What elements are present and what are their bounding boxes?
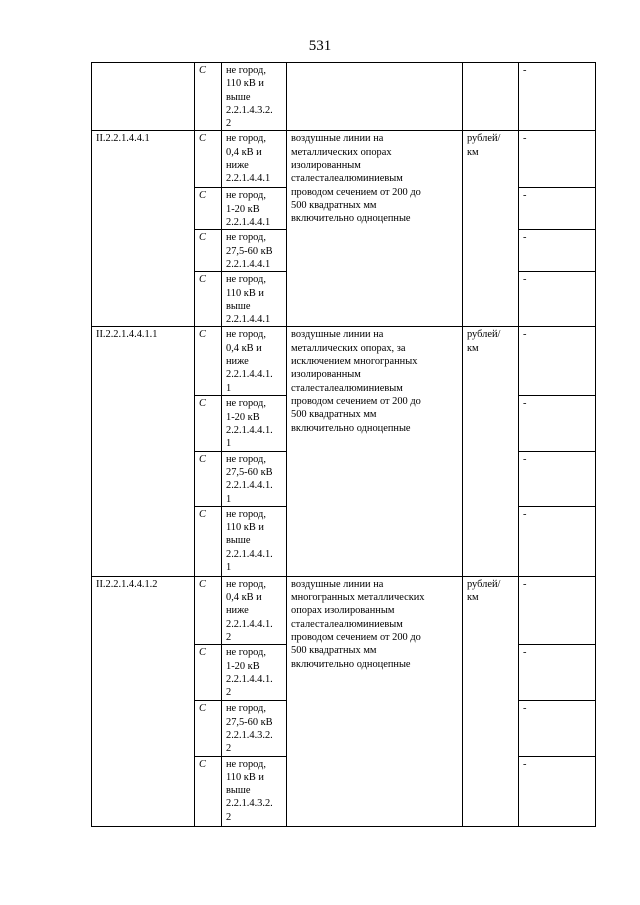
category-cell-line: 27,5-60 кВ: [226, 466, 273, 478]
type-cell: C: [195, 451, 222, 506]
value-cell: -: [519, 63, 596, 131]
category-cell: [222, 701, 287, 756]
description-cell-line: изолированным: [291, 369, 361, 381]
type-cell: C: [195, 396, 222, 451]
table-row: [92, 63, 596, 131]
category-cell-line: не город,: [226, 329, 266, 341]
value-cell: -: [519, 645, 596, 701]
type-cell: C: [195, 188, 222, 230]
description-cell-line: включительно одноцепные: [291, 422, 411, 434]
unit-cell-line: км: [467, 342, 479, 354]
description-cell-line: сталесталеалюминиевым: [291, 382, 403, 394]
description-cell-line: воздушные линии на: [291, 578, 384, 590]
category-cell-line: ниже: [226, 160, 249, 172]
category-cell: [222, 188, 287, 230]
value-cell: -: [519, 272, 596, 327]
type-cell: C: [195, 756, 222, 826]
tariff-table: [91, 62, 596, 827]
category-cell-line: 110 кВ и: [226, 771, 264, 783]
value-cell: -: [519, 506, 596, 576]
table-row: [92, 327, 596, 396]
category-cell-line: 27,5-60 кВ: [226, 716, 273, 728]
description-cell-line: металлических опорах, за: [291, 342, 406, 354]
description-cell-line: 500 квадратных мм: [291, 409, 377, 421]
value-cell: -: [519, 396, 596, 451]
description-cell-line: металлических опорах: [291, 146, 392, 158]
description-cell-line: проводом сечением от 200 до: [291, 395, 421, 407]
category-cell-line: 2.2.1.4.4.1.: [226, 548, 273, 560]
category-cell-line: 110 кВ и: [226, 78, 264, 90]
description-cell-line: воздушные линии на: [291, 133, 384, 145]
code-cell: II.2.2.1.4.4.1.1: [92, 327, 195, 576]
unit-cell-line: рублей/: [467, 133, 501, 145]
category-cell-line: не город,: [226, 647, 266, 659]
category-cell: [222, 756, 287, 826]
category-cell-line: не город,: [226, 133, 266, 145]
unit-cell: [463, 327, 519, 576]
category-cell-line: 0,4 кВ и: [226, 592, 262, 604]
value-cell: -: [519, 576, 596, 644]
unit-cell-line: рублей/: [467, 329, 501, 341]
category-cell-line: 1-20 кВ: [226, 660, 260, 672]
value-cell: -: [519, 756, 596, 826]
category-cell: [222, 506, 287, 576]
value-cell: -: [519, 230, 596, 272]
table-body: [92, 63, 596, 827]
description-cell-line: исключением многогранных: [291, 356, 418, 368]
category-cell-line: 27,5-60 кВ: [226, 245, 273, 257]
description-cell-line: включительно одноцепные: [291, 658, 411, 670]
category-cell-line: 2.2.1.4.4.1.: [226, 369, 273, 381]
category-cell-line: 1: [226, 493, 232, 505]
category-cell-line: выше: [226, 91, 251, 103]
category-cell-line: 2: [226, 687, 232, 699]
value-cell: -: [519, 131, 596, 188]
category-cell: [222, 576, 287, 644]
type-cell: C: [195, 131, 222, 188]
category-cell-line: ниже: [226, 356, 249, 368]
category-cell-line: 110 кВ и: [226, 287, 264, 299]
description-cell-line: опорах изолированным: [291, 605, 395, 617]
category-cell-line: выше: [226, 785, 251, 797]
category-cell-line: 2.2.1.4.3.2.: [226, 104, 273, 116]
category-cell-line: 2.2.1.4.4.1: [226, 173, 271, 185]
type-cell: C: [195, 327, 222, 396]
category-cell-line: 1-20 кВ: [226, 203, 260, 215]
category-cell-line: 2.2.1.4.4.1.: [226, 618, 273, 630]
type-cell: C: [195, 506, 222, 576]
category-cell: [222, 451, 287, 506]
category-cell: [222, 645, 287, 701]
category-cell: [222, 63, 287, 131]
category-cell-line: 0,4 кВ и: [226, 146, 262, 158]
table-row: [92, 131, 596, 188]
type-cell: C: [195, 272, 222, 327]
category-cell-line: 1-20 кВ: [226, 411, 260, 423]
category-cell-line: 1: [226, 562, 232, 574]
type-cell: C: [195, 230, 222, 272]
unit-cell: [463, 576, 519, 826]
category-cell-line: 2.2.1.4.4.1.: [226, 425, 273, 437]
code-cell: II.2.2.1.4.4.1.2: [92, 576, 195, 826]
category-cell: [222, 230, 287, 272]
category-cell-line: 2.2.1.4.4.1: [226, 314, 271, 326]
value-cell: -: [519, 188, 596, 230]
category-cell: [222, 396, 287, 451]
category-cell-line: не город,: [226, 703, 266, 715]
category-cell-line: 2.2.1.4.3.2.: [226, 798, 273, 810]
category-cell: [222, 272, 287, 327]
category-cell-line: не город,: [226, 274, 266, 286]
category-cell-line: не город,: [226, 758, 266, 770]
category-cell-line: не город,: [226, 398, 266, 410]
category-cell-line: 2: [226, 632, 232, 644]
value-cell: -: [519, 451, 596, 506]
description-cell-line: сталесталеалюминиевым: [291, 618, 403, 630]
category-cell-line: не город,: [226, 453, 266, 465]
category-cell-line: 0,4 кВ и: [226, 342, 262, 354]
category-cell-line: 110 кВ и: [226, 522, 264, 534]
unit-cell-line: км: [467, 592, 479, 604]
description-cell-line: проводом сечением от 200 до: [291, 186, 421, 198]
description-cell: [287, 576, 463, 826]
value-cell: -: [519, 701, 596, 756]
category-cell: [222, 131, 287, 188]
description-cell: [287, 131, 463, 327]
description-cell-line: изолированным: [291, 160, 361, 172]
type-cell: C: [195, 701, 222, 756]
code-cell: [92, 63, 195, 131]
unit-cell: [463, 63, 519, 131]
category-cell-line: выше: [226, 300, 251, 312]
unit-cell-line: рублей/: [467, 578, 501, 590]
category-cell-line: не город,: [226, 578, 266, 590]
category-cell-line: 2.2.1.4.4.1.: [226, 480, 273, 492]
description-cell-line: многогранных металлических: [291, 592, 425, 604]
category-cell-line: выше: [226, 535, 251, 547]
category-cell-line: не город,: [226, 65, 266, 76]
description-cell-line: воздушные линии на: [291, 329, 384, 341]
category-cell-line: 2: [226, 118, 232, 130]
type-cell: C: [195, 576, 222, 644]
category-cell-line: 2.2.1.4.4.1.: [226, 673, 273, 685]
category-cell-line: 2: [226, 811, 232, 823]
category-cell-line: 2.2.1.4.4.1: [226, 258, 271, 270]
code-cell: II.2.2.1.4.4.1: [92, 131, 195, 327]
type-cell: C: [195, 63, 222, 131]
description-cell-line: 500 квадратных мм: [291, 645, 377, 657]
category-cell: [222, 327, 287, 396]
category-cell-line: 2.2.1.4.3.2.: [226, 729, 273, 741]
description-cell-line: 500 квадратных мм: [291, 199, 377, 211]
category-cell-line: не город,: [226, 232, 266, 244]
table-row: [92, 576, 596, 644]
unit-cell-line: км: [467, 146, 479, 158]
description-cell-line: сталесталеалюминиевым: [291, 173, 403, 185]
category-cell-line: ниже: [226, 605, 249, 617]
category-cell-line: 2: [226, 743, 232, 755]
description-cell: [287, 327, 463, 576]
description-cell-line: включительно одноцепные: [291, 213, 411, 225]
category-cell-line: не город,: [226, 508, 266, 520]
category-cell-line: 1: [226, 438, 232, 450]
type-cell: C: [195, 645, 222, 701]
category-cell-line: 1: [226, 382, 232, 394]
category-cell-line: не город,: [226, 190, 266, 202]
value-cell: -: [519, 327, 596, 396]
description-cell-line: проводом сечением от 200 до: [291, 632, 421, 644]
unit-cell: [463, 131, 519, 327]
page-number: 531: [308, 38, 332, 54]
category-cell-line: 2.2.1.4.4.1: [226, 217, 271, 229]
description-cell: [287, 63, 463, 131]
